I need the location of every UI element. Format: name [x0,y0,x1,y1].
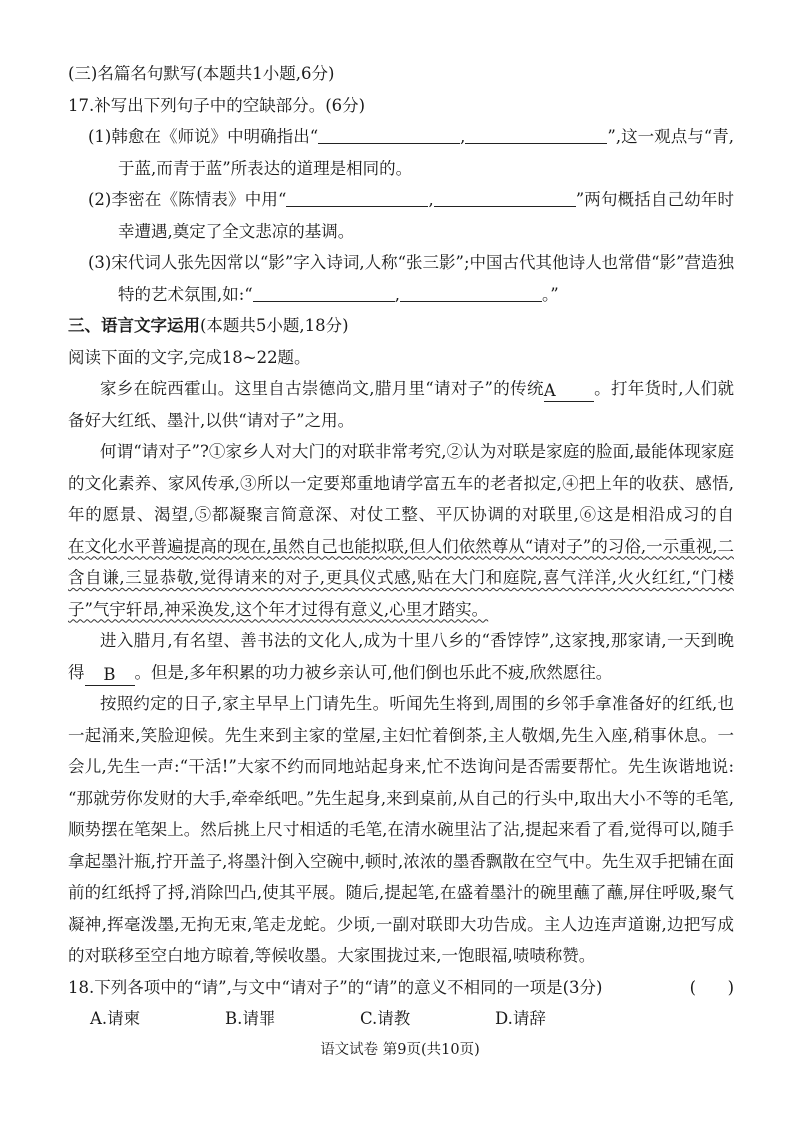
text-line [68,216,734,248]
text: 备好大红纸、墨汁,以供“请对子”之用。 [68,410,355,430]
text: 17.补写出下列句子中的空缺部分。(6分) [68,95,366,115]
text: 凝神,挥毫泼墨,无拘无束,笔走龙蛇。少顷,一副对联即大功告成。主人边连声道谢,边把写成 [68,914,734,934]
text: 进入腊月,有名望、善书法的文化人,成为十里八乡的“香饽饽”,这家拽,那家请,一天到晚 [100,631,734,650]
text: 特的艺术氛围,如:“ [118,284,253,304]
text: (3)宋代词人张先因常以“影”字入诗词,人称“张三影”;中国古代其他诗人也常借“影”营造独 [88,253,734,272]
text: 。打年货时,人们就 [593,379,734,398]
fill-in-blank [465,123,607,144]
text: (1)韩愈在《师说》中明确指出“ [88,127,319,146]
text: “那就劳你发财的大手,牵牵纸吧。”先生起身,来到桌前,从自己的行头中,取出大小不等的毛笔, [68,788,734,808]
text-line [68,846,734,878]
text: (2)李密在《陈情表》中用“ [88,190,287,209]
text-line [68,688,734,720]
fill-in-blank [318,123,460,144]
text: 。但是,多年积累的功力被乡亲认可,他们倒也乐此不疲,欣然愿往。 [134,662,613,682]
exam-page-content [68,58,734,1035]
text: ”两句概括自己幼年时 [575,190,734,209]
text: 在文化水平普遍提高的现在,虽然自己也能拟联,但人们依然尊从“请对子”的习俗,一示重视,二 [68,536,734,556]
text: 一起涌来,笑脸迎候。先生来到主家的堂屋,主妇忙着倒茶,主人敬烟,先生入座,稍事休息。一 [68,725,734,745]
text-line [68,1003,734,1035]
section-title: 三、语言文字运用 [68,316,200,335]
text-line [68,279,734,311]
fill-in-blank: B [85,665,135,686]
text: , [460,127,466,146]
text-line [68,436,734,468]
answer-parentheses: ( ) [689,977,734,997]
section-heading [68,58,734,90]
fill-in-blank [286,186,428,207]
text-line [68,972,734,1004]
underlined-text-line [68,562,734,594]
text: 前的红纸捋了捋,消除凹凸,使其平展。随后,提起笔,在盛着墨汁的碗里蘸了蘸,屏住呼吸,聚气 [68,883,734,902]
text-line [68,373,734,405]
answer-option: D.请辞 [495,1009,546,1028]
fill-in-blank [253,281,395,302]
text: 拿起墨汁瓶,拧开盖子,将墨汁倒入空碗中,顿时,浓浓的墨香飘散在空气中。先生双手把铺在面 [68,851,734,871]
text: 幸遭遇,奠定了全文悲凉的基调。 [118,221,355,241]
text: 顺势摆在笔架上。然后挑上尺寸相适的毛笔,在清水碗里沾了沾,提起来看了看,觉得可以,随手 [68,820,734,839]
text: 会儿,先生一声:“干活!”大家不约而同地站起身来,忙不迭询问是否需要帮忙。先生诙谐地说: [68,757,734,776]
text-line [68,499,734,531]
underlined-text-line [68,594,734,626]
text-line [68,877,734,909]
section-heading [68,310,734,342]
text: 何谓“请对子”?①家乡人对大门的对联非常考究,②认为对联是家庭的脸面,最能体现家庭 [100,442,734,461]
fill-in-blank [400,281,542,302]
text: 年的愿景、渴望,⑤都凝聚言简意深、对仗工整、平仄协调的对联里,⑥这是相沿成习的自 [68,505,734,524]
answer-option: C.请教 [360,1009,411,1028]
text-line [68,720,734,752]
text-line [68,657,734,689]
text: , [394,284,400,304]
text: 的对联移至空白地方晾着,等候收墨。大家围拢过来,一饱眼福,啧啧称赞。 [68,946,596,965]
fill-in-blank [434,186,576,207]
text: 阅读下面的文字,完成18~22题。 [68,347,311,367]
text-line [68,90,734,122]
text-line [68,783,734,815]
text-line [68,184,734,216]
text: 家乡在皖西霍山。这里自古崇德尚文,腊月里“请对子”的传统 [100,379,544,398]
text: (三)名篇名句默写(本题共1小题,6分) [68,64,335,83]
text: ”,这一观点与“青, [607,127,734,146]
text: , [428,190,434,209]
text: 得 [68,662,85,682]
text: 的文化素养、家风传承,③所以一定要郑重地请学富五车的老者拟定,④把上年的收获、感悟, [68,473,734,493]
text-line [68,121,734,153]
answer-option: A.请柬 [90,1009,141,1028]
text-line [68,625,734,657]
text-line [68,940,734,972]
text: 按照约定的日子,家主早早上门请先生。听闻先生将到,周围的乡邻手拿准备好的红纸,也 [100,694,734,713]
text-line [68,751,734,783]
text-line [68,909,734,941]
text-line [68,814,734,846]
answer-option: B.请罪 [225,1009,276,1028]
text: (本题共5小题,18分) [200,316,349,335]
text-line [68,247,734,279]
underlined-text-line [68,531,734,563]
text-line [68,153,734,185]
fill-in-blank: A [544,381,594,402]
text: 子”气宇轩昂,神采涣发,这个年才过得有意义,心里才踏实。 [68,599,489,619]
text-line [68,405,734,437]
text: 含自谦,三显恭敬,觉得请来的对子,更具仪式感,贴在大门和庭院,喜气洋洋,火火红红,“门楼 [68,568,734,587]
text: 于蓝,而青于蓝”所表达的道理是相同的。 [118,158,413,178]
page-footer: 语文试卷 第9页(共10页) [320,1042,480,1058]
text: 。” [542,284,559,304]
text-line [68,342,734,374]
text-line [68,468,734,500]
text: 18.下列各项中的“请”,与文中“请对子”的“请”的意义不相同的一项是(3分) [68,977,603,997]
